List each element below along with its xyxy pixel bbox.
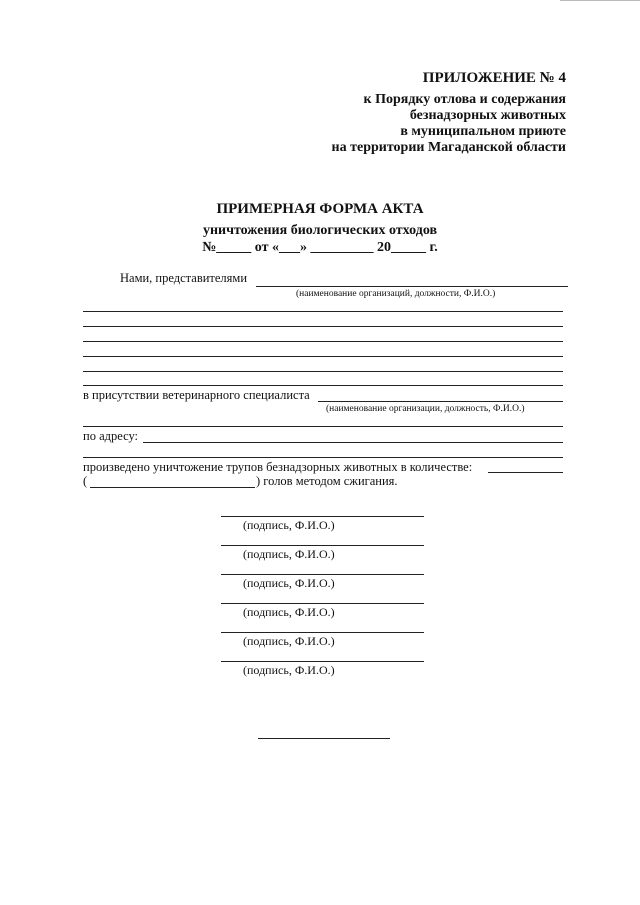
- signature-caption: (подпись, Ф.И.О.): [243, 518, 335, 532]
- act-number-date-line: №_____ от «___» _________ 20_____ г.: [202, 240, 438, 255]
- representatives-field-line[interactable]: [83, 371, 563, 372]
- appendix-subtitle-line-4: на территории Магаданской области: [331, 140, 566, 155]
- animal-count-words-field-line[interactable]: [90, 487, 255, 488]
- address-field-line[interactable]: [143, 442, 563, 443]
- address-label: по адресу:: [83, 429, 139, 443]
- representatives-field-line[interactable]: [83, 311, 563, 312]
- signature-line[interactable]: [221, 574, 424, 575]
- signature-caption: (подпись, Ф.И.О.): [243, 605, 335, 619]
- vet-specialist-field-line[interactable]: [318, 401, 563, 402]
- count-open-paren: (: [83, 474, 88, 488]
- signature-line[interactable]: [221, 632, 424, 633]
- address-field-line[interactable]: [83, 457, 563, 458]
- signature-line[interactable]: [221, 545, 424, 546]
- appendix-subtitle-line-1: к Порядку отлова и содержания: [363, 92, 566, 107]
- appendix-subtitle-line-3: в муниципальном приюте: [400, 124, 566, 139]
- representatives-hint: (наименование организаций, должности, Ф.И.О.): [296, 289, 496, 299]
- vet-specialist-label: в присутствии ветеринарного специалиста: [83, 388, 310, 402]
- representatives-field-line[interactable]: [83, 326, 563, 327]
- closing-separator: [258, 738, 390, 739]
- signature-caption: (подпись, Ф.И.О.): [243, 576, 335, 590]
- signature-caption: (подпись, Ф.И.О.): [243, 547, 335, 561]
- appendix-title: ПРИЛОЖЕНИЕ № 4: [422, 70, 566, 86]
- vet-specialist-hint: (наименование организации, должность, Ф.И.О.): [326, 404, 525, 414]
- vet-specialist-field-line[interactable]: [83, 426, 563, 427]
- form-title: ПРИМЕРНАЯ ФОРМА АКТА: [216, 201, 424, 217]
- signature-line[interactable]: [221, 603, 424, 604]
- animal-count-field-line[interactable]: [488, 472, 563, 473]
- representatives-field-line[interactable]: [256, 286, 568, 287]
- destroyed-text: произведено уничтожение трупов безнадзорных животных в количестве:: [83, 460, 473, 474]
- representatives-label: Нами, представителями: [120, 271, 248, 285]
- signature-line[interactable]: [221, 661, 424, 662]
- signature-line[interactable]: [221, 516, 424, 517]
- method-text: ) голов методом сжигания.: [256, 474, 398, 488]
- representatives-field-line[interactable]: [83, 341, 563, 342]
- signature-caption: (подпись, Ф.И.О.): [243, 663, 335, 677]
- signature-caption: (подпись, Ф.И.О.): [243, 634, 335, 648]
- form-subtitle: уничтожения биологических отходов: [202, 223, 438, 238]
- appendix-subtitle-line-2: безнадзорных животных: [409, 108, 566, 123]
- representatives-field-line[interactable]: [83, 356, 563, 357]
- representatives-field-line[interactable]: [83, 385, 563, 386]
- scan-edge-mark: [560, 0, 640, 1]
